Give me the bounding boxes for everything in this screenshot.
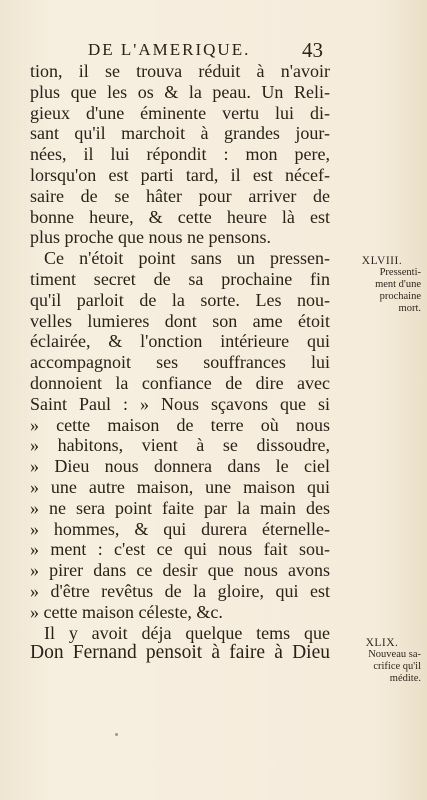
- running-title: DE L'AMERIQUE.: [88, 40, 251, 59]
- text-line: gieux d'une éminente vertu lui di-: [30, 102, 330, 123]
- text-line: » ment : c'est ce qui nous fait sou-: [30, 539, 330, 560]
- text-line: Ce n'étoit point sans un pressen-: [44, 248, 330, 269]
- text-line: » une autre maison, une maison qui: [30, 476, 330, 497]
- text-line: timent secret de sa prochaine fin: [30, 268, 330, 289]
- text-line: plus proche que nous ne pensons.: [30, 227, 271, 248]
- margin-note-numeral: XLIX.: [365, 637, 399, 649]
- text-line: » ne sera point faite par la main des: [30, 497, 330, 518]
- text-line: éclairée, & l'onction intérieure qui: [30, 331, 330, 352]
- margin-note-line: mort.: [398, 303, 421, 314]
- margin-note-line: crifice qu'il: [373, 661, 421, 672]
- text-line: » habitons, vient à se dissoudre,: [30, 435, 330, 456]
- margin-note-numeral: XLVIII.: [361, 255, 403, 267]
- text-line: accompagnoit ses souffrances lui: [30, 352, 330, 373]
- text-line: saire de se hâter pour arriver de: [30, 185, 330, 206]
- text-line: » hommes, & qui durera éternelle-: [30, 518, 330, 539]
- text-line: sant qu'il marchoit à grandes jour-: [30, 123, 330, 144]
- text-line: » cette maison céleste, &c.: [30, 601, 223, 622]
- text-line: » cette maison de terre où nous: [30, 414, 330, 435]
- margin-note-line: médite.: [389, 673, 421, 684]
- margin-note-line: ment d'une: [375, 279, 421, 290]
- text-line: nées, il lui répondit : mon pere,: [30, 144, 330, 165]
- text-line: donnoient la confiance de dire avec: [30, 372, 330, 393]
- text-line: Don Fernand pensoit à faire à Dieu: [30, 642, 330, 664]
- text-line: plus que les os & la peau. Un Reli-: [30, 81, 330, 102]
- text-line: bonne heure, & cette heure là est: [30, 206, 330, 227]
- ink-speck: [115, 733, 118, 736]
- text-line: » pirer dans ce desir que nous avons: [30, 560, 330, 581]
- text-line: Saint Paul : » Nous sçavons que si: [30, 393, 330, 414]
- text-line: tion, il se trouva réduit à n'avoir: [30, 61, 330, 81]
- text-line: » d'être revêtus de la gloire, qui est: [30, 580, 330, 601]
- text-line: qu'il parloit de la sorte. Les nou-: [30, 289, 330, 310]
- text-line: velles lumieres dont son ame étoit: [30, 310, 330, 331]
- margin-note-line: Nouveau sa-: [368, 649, 421, 660]
- text-line: Il y avoit déja quelque tems que: [44, 622, 330, 643]
- body-text: [30, 61, 330, 664]
- margin-note-presentiment: [333, 255, 421, 315]
- text-line: » Dieu nous donnera dans le ciel: [30, 456, 330, 477]
- margin-note-line: Pressenti-: [379, 267, 421, 278]
- page-number: 43: [302, 38, 323, 62]
- text-line: lorsqu'on est parti tard, il est nécef-: [30, 164, 330, 185]
- margin-note-sacrifice: [333, 637, 421, 685]
- margin-note-line: prochaine: [379, 291, 421, 302]
